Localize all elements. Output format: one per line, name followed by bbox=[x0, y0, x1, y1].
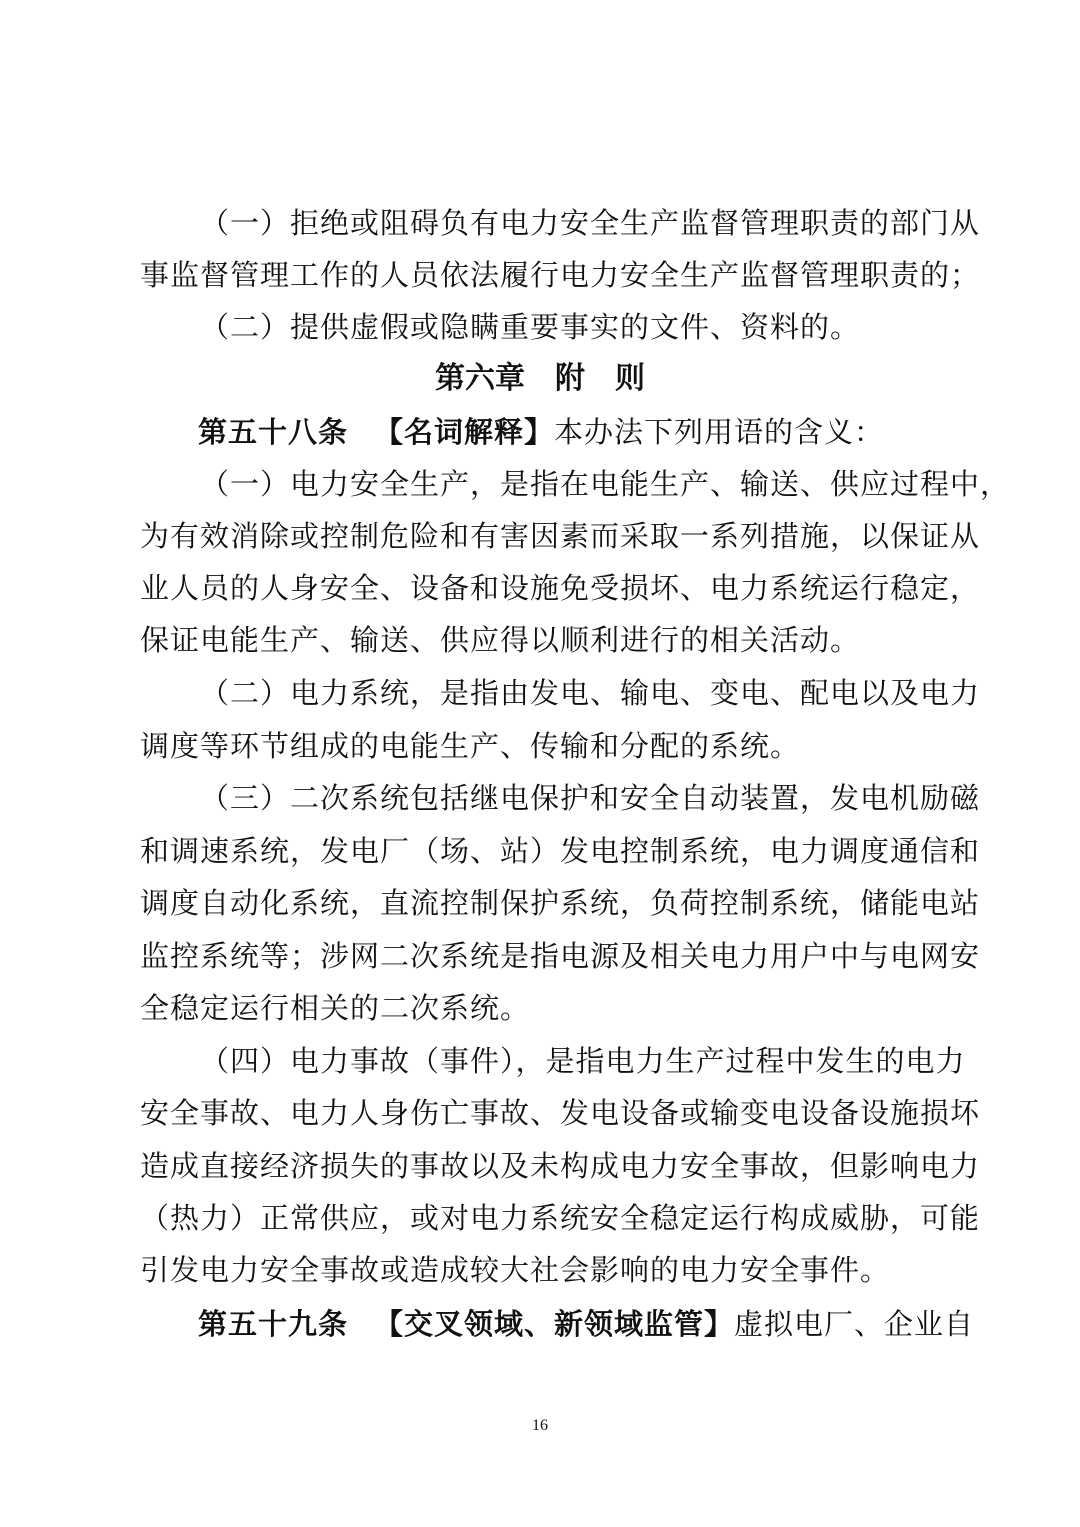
article-58-number: 第五十八条 bbox=[198, 415, 349, 449]
definition-3-line-5: 全稳定运行相关的二次系统。 bbox=[140, 991, 531, 1025]
definition-4-line-2: 安全事故、电力人身伤亡事故、发电设备或输变电设备设施损坏 bbox=[140, 1096, 981, 1130]
article-58-text: 本办法下列用语的含义： bbox=[554, 415, 885, 449]
paragraph-1-line-1: （一）拒绝或阻碍负有电力安全生产监督管理职责的部门从 bbox=[200, 206, 981, 240]
article-59-heading: 【交叉领域、新领域监管】 bbox=[374, 1307, 735, 1341]
definition-4-line-5: 引发电力安全事故或造成较大社会影响的电力安全事件。 bbox=[140, 1253, 891, 1287]
paragraph-1-line-2: 事监督管理工作的人员依法履行电力安全生产监督管理职责的； bbox=[140, 258, 981, 292]
definition-2-line-2: 调度等环节组成的电能生产、传输和分配的系统。 bbox=[140, 729, 801, 763]
definition-2-line-1: （二）电力系统，是指由发电、输电、变电、配电以及电力 bbox=[200, 676, 981, 710]
article-59 bbox=[198, 1304, 975, 1344]
definition-3-line-2: 和调速系统，发电厂（场、站）发电控制系统，电力调度通信和 bbox=[140, 834, 981, 868]
definition-4-line-1: （四）电力事故（事件），是指电力生产过程中发生的电力 bbox=[200, 1044, 966, 1078]
definition-1-line-1: （一）电力安全生产，是指在电能生产、输送、供应过程中， bbox=[200, 467, 1011, 501]
article-58 bbox=[198, 412, 940, 452]
definition-1-line-4: 保证电能生产、输送、供应得以顺利进行的相关活动。 bbox=[140, 623, 861, 657]
definition-3-line-4: 监控系统等；涉网二次系统是指电源及相关电力用户中与电网安 bbox=[140, 939, 981, 973]
definition-1-line-2: 为有效消除或控制危险和有害因素而采取一系列措施，以保证从 bbox=[140, 519, 981, 553]
definition-3-line-3: 调度自动化系统，直流控制保护系统，负荷控制系统，储能电站 bbox=[140, 886, 981, 920]
definition-1-line-3: 业人员的人身安全、设备和设施免受损坏、电力系统运行稳定， bbox=[140, 571, 981, 605]
paragraph-2-line-1: （二）提供虚假或隐瞒重要事实的文件、资料的。 bbox=[200, 310, 861, 344]
definition-4-line-3: 造成直接经济损失的事故以及未构成电力安全事故，但影响电力 bbox=[140, 1149, 981, 1183]
chapter-number: 第六章 bbox=[435, 361, 525, 396]
page-number: 16 bbox=[532, 1417, 548, 1434]
definition-4-line-4: （热力）正常供应，或对电力系统安全稳定运行构成威胁，可能 bbox=[140, 1201, 981, 1235]
article-58-heading: 【名词解释】 bbox=[374, 415, 555, 449]
article-59-text: 虚拟电厂、企业自 bbox=[734, 1307, 975, 1341]
chapter-title: 附 则 bbox=[555, 361, 645, 396]
article-59-number: 第五十九条 bbox=[198, 1307, 349, 1341]
definition-3-line-1: （三）二次系统包括继电保护和安全自动装置，发电机励磁 bbox=[200, 781, 981, 815]
chapter-heading bbox=[0, 358, 1080, 400]
